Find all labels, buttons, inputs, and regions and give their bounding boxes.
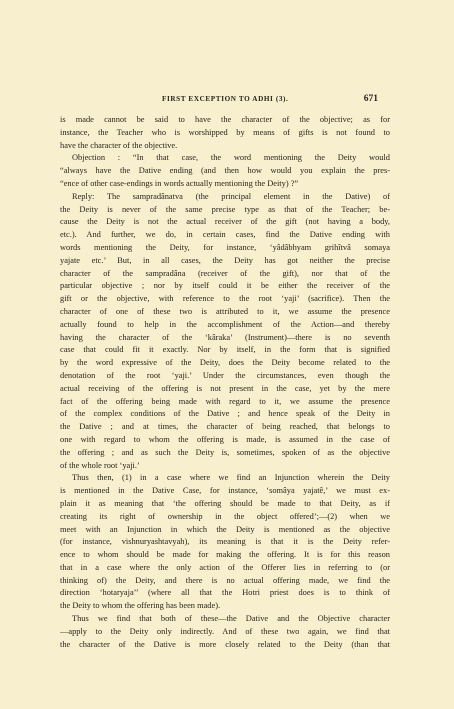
- text-line: of the complex conditions of the Dative ; and hence speak of the Deity in: [60, 409, 390, 419]
- text-line: the Deity is never of the same precise type as that of the Teacher; be-: [60, 204, 390, 214]
- body-text: [60, 114, 390, 651]
- text-line: the Deity to whom the offering has been made).: [60, 601, 221, 611]
- text-line: plain it as meaning that ‘the offering should be made to that Deity, as if: [60, 498, 390, 508]
- text-line: character of the sampradâna (receiver of the gift), nor that of the: [60, 268, 390, 278]
- text-line: by the word expressive of the Deity, does the Deity become related to the: [60, 358, 390, 368]
- text-line: one with regard to whom the offering is made, is assumed in the case of: [60, 434, 390, 444]
- text-line: instance, the Teacher who is worshipped by means of gifts is not found to: [60, 127, 390, 137]
- text-line: Thus we find that both of these—the Dative and the Objective character: [72, 614, 390, 624]
- text-line: particular objective ; nor by itself could it be either the receiver of the: [60, 281, 390, 291]
- text-line: Objection : “In that case, the word mentioning the Deity would: [72, 153, 390, 163]
- text-line: character of one of these two is attributed to it, we assume the presence: [60, 306, 390, 316]
- text-line: Reply: The sampradânatva (the principal element in the Dative) of: [72, 191, 390, 201]
- text-line: is made cannot be said to have the character of the objective; as for: [60, 115, 390, 124]
- text-line: etc.). And further, we do, in certain cases, find the Dative ending with: [60, 230, 390, 240]
- text-line: have the character of the objective.: [60, 140, 178, 150]
- text-line: case that could fit it exactly. Nor by itself, in the form that is signified: [60, 345, 390, 355]
- text-line: fact of the offering being made with regard to it, we assume the presence: [60, 396, 390, 406]
- text-line: is mentioned in the Dative Case, for instance, ‘somâya yajatê,’ we must ex-: [60, 486, 390, 496]
- text-line: (for instance, vishnuryashtavyah), its meaning is that it is the Deity refer-: [60, 537, 390, 547]
- text-line: having the character of the ‘kâraka’ (Instrument)—there is no seventh: [60, 332, 390, 342]
- text-line: “ence of other case-endings in words actually mentioning the Deity) ?”: [60, 178, 299, 188]
- text-line: cause the Deity is not the actual receiver of the gift (not having a body,: [60, 217, 390, 227]
- running-title: FIRST EXCEPTION TO ADHI (3).: [162, 95, 289, 103]
- text-line: creating its right of ownership in the object offered’;—(2) when we: [60, 511, 390, 521]
- text-line: direction ‘hotaryaja’’ (where all that the Hotri priest does is to think of: [60, 588, 390, 598]
- text-line: actually found to help in the accomplishment of the Action—and thereby: [60, 319, 390, 329]
- text-line: the character of the Dative is more closely related to the Deity (than that: [60, 639, 390, 649]
- text-line: the Dative ; and at times, the character of being reached, that belongs to: [60, 422, 390, 432]
- page-number: 671: [363, 94, 378, 104]
- text-line: Thus then, (1) in a case where we find an Injunction wherein the Deity: [72, 473, 390, 483]
- text-line: words mentioning the Deity, for instance, ‘yâdâbhyam grihîtvâ somaya: [60, 242, 390, 252]
- text-line: yajate etc.’ But, in all cases, the Deity has got neither the precise: [60, 255, 390, 265]
- text-line: —apply to the Deity only indirectly. And of these two again, we find that: [60, 626, 390, 636]
- text-line: ence to whom should be made for making the offering. It is for this reason: [60, 550, 390, 560]
- text-line: denotation of the root ‘yaji.’ Under the circumstances, even though the: [60, 370, 390, 380]
- text-line: of the whole root ‘yaji.’: [60, 460, 140, 470]
- text-line: the offering ; and as such the Deity is, sometimes, spoken of as the objective: [60, 447, 390, 457]
- running-header: [0, 95, 454, 109]
- text-line: “always have the Dative ending (and then how would you explain the pres-: [60, 166, 390, 176]
- text-line: thinking of) the Deity, and there is no actual offering made, we find the: [60, 575, 390, 585]
- text-line: meet with an Injunction in which the Deity is mentioned as the objective: [60, 524, 390, 534]
- text-line: that in a case where the only action of the Offerer lies in referring to (or: [60, 562, 390, 572]
- text-line: actual receiving of the offering is not present in the case, yet by the mere: [60, 383, 390, 393]
- text-line: gift or the objective, with reference to the root ‘yaji’ (sacrifice). Then the: [60, 294, 390, 304]
